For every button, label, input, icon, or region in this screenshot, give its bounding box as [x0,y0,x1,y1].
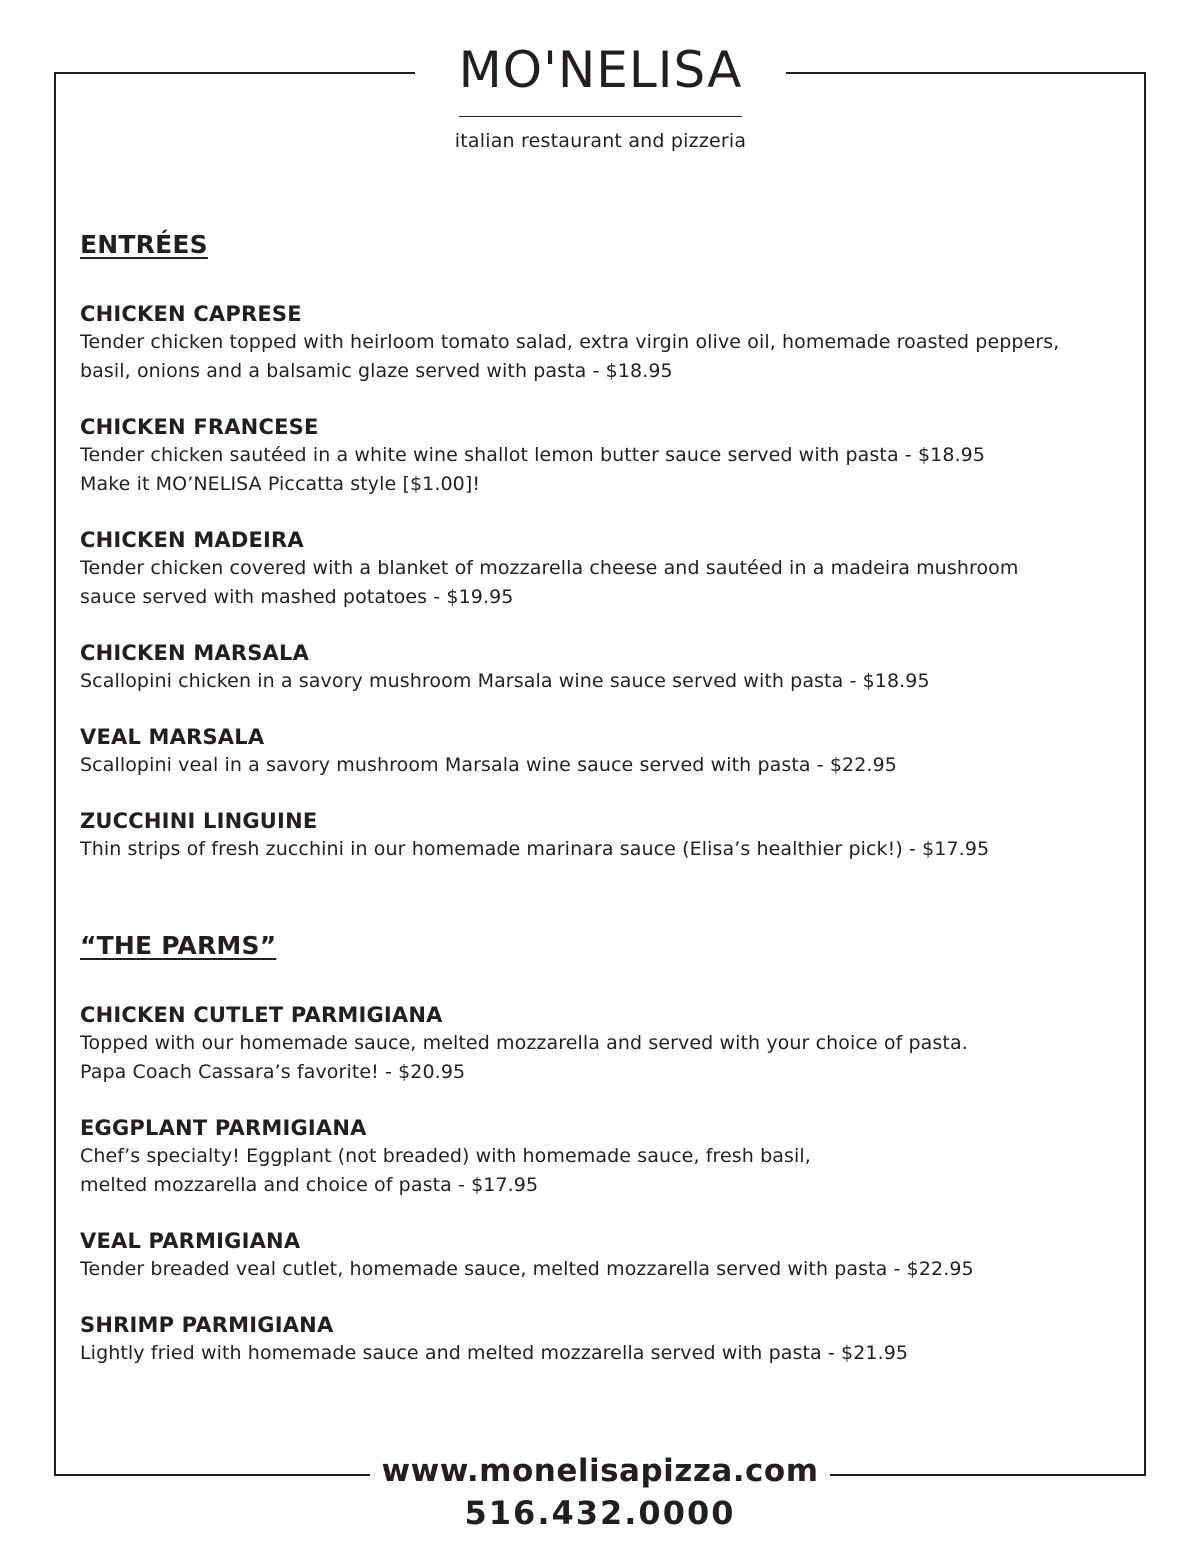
menu-item [80,639,1130,696]
menu-item-name: CHICKEN CUTLET PARMIGIANA [80,1003,443,1027]
menu-item-description: Thin strips of fresh zucchini in our homemade marinara sauce (Elisa’s healthier pick!) - $17.95 [80,838,990,860]
menu-item [80,1311,1130,1368]
menu-item-description: Chef’s specialty! Eggplant (not breaded) with homemade sauce, fresh basil, melted mozzarella and choice of pasta - $17.95 [80,1145,811,1196]
menu-item [80,526,1130,612]
menu-item-name: VEAL PARMIGIANA [80,1229,301,1253]
menu-item [80,413,1130,499]
menu-item [80,1114,1130,1200]
frame-border-bottom-right [830,1474,1146,1476]
brand-header [415,38,786,154]
phone-number[interactable]: 516.432.0000 [464,1494,736,1532]
menu-item-name: ZUCCHINI LINGUINE [80,809,318,833]
menu-item-name: EGGPLANT PARMIGIANA [80,1116,367,1140]
menu-item-description: Scallopini chicken in a savory mushroom Marsala wine sauce served with pasta - $18.95 [80,670,930,692]
section-title: ENTRÉES [80,230,208,259]
menu-item-description: Scallopini veal in a savory mushroom Marsala wine sauce served with pasta - $22.95 [80,754,897,776]
frame-border-right [1144,72,1146,1476]
brand-name: MO'NELISA [459,38,743,117]
section-spacer [80,891,1130,929]
menu-item-name: SHRIMP PARMIGIANA [80,1313,334,1337]
section-title: “THE PARMS” [80,931,277,960]
menu-item-description: Tender breaded veal cutlet, homemade sauce, melted mozzarella served with pasta - $22.95 [80,1258,974,1280]
menu-item-description: Topped with our homemade sauce, melted mozzarella and served with your choice of pasta. Papa Coach Cassara’s favorite! - $20.95 [80,1032,968,1083]
menu-item-name: CHICKEN CAPRESE [80,302,302,326]
menu-item-description: Tender chicken sautéed in a white wine shallot lemon butter sauce served with pasta - $18.95 Make it MO’NELISA Piccatta style [$1.00]! [80,444,986,495]
menu-content [80,228,1130,1395]
menu-item [80,300,1130,386]
menu-item-name: CHICKEN FRANCESE [80,415,319,439]
brand-tagline: italian restaurant and pizzeria [454,130,747,152]
menu-item [80,1227,1130,1284]
frame-border-bottom-left [54,1474,370,1476]
menu-item [80,1001,1130,1087]
menu-item-description: Tender chicken topped with heirloom tomato salad, extra virgin olive oil, homemade roasted peppers, basil, onions and a balsamic glaze served with pasta - $18.95 [80,331,1060,382]
menu-item-name: CHICKEN MADEIRA [80,528,304,552]
menu-item [80,723,1130,780]
menu-item-name: VEAL MARSALA [80,725,265,749]
frame-border-top-right [786,72,1146,74]
footer-contact [370,1450,830,1534]
frame-border-left [54,72,56,1476]
frame-border-top-left [54,72,415,74]
website-link[interactable]: www.monelisapizza.com [381,1453,819,1489]
menu-item-name: CHICKEN MARSALA [80,641,310,665]
menu-section-parms [80,929,1130,1368]
menu-item [80,807,1130,864]
menu-item-description: Lightly fried with homemade sauce and melted mozzarella served with pasta - $21.95 [80,1342,909,1364]
menu-item-description: Tender chicken covered with a blanket of mozzarella cheese and sautéed in a madeira mushroom sauce served with mashed potatoes - $19.95 [80,557,1019,608]
menu-section-entrees [80,228,1130,864]
